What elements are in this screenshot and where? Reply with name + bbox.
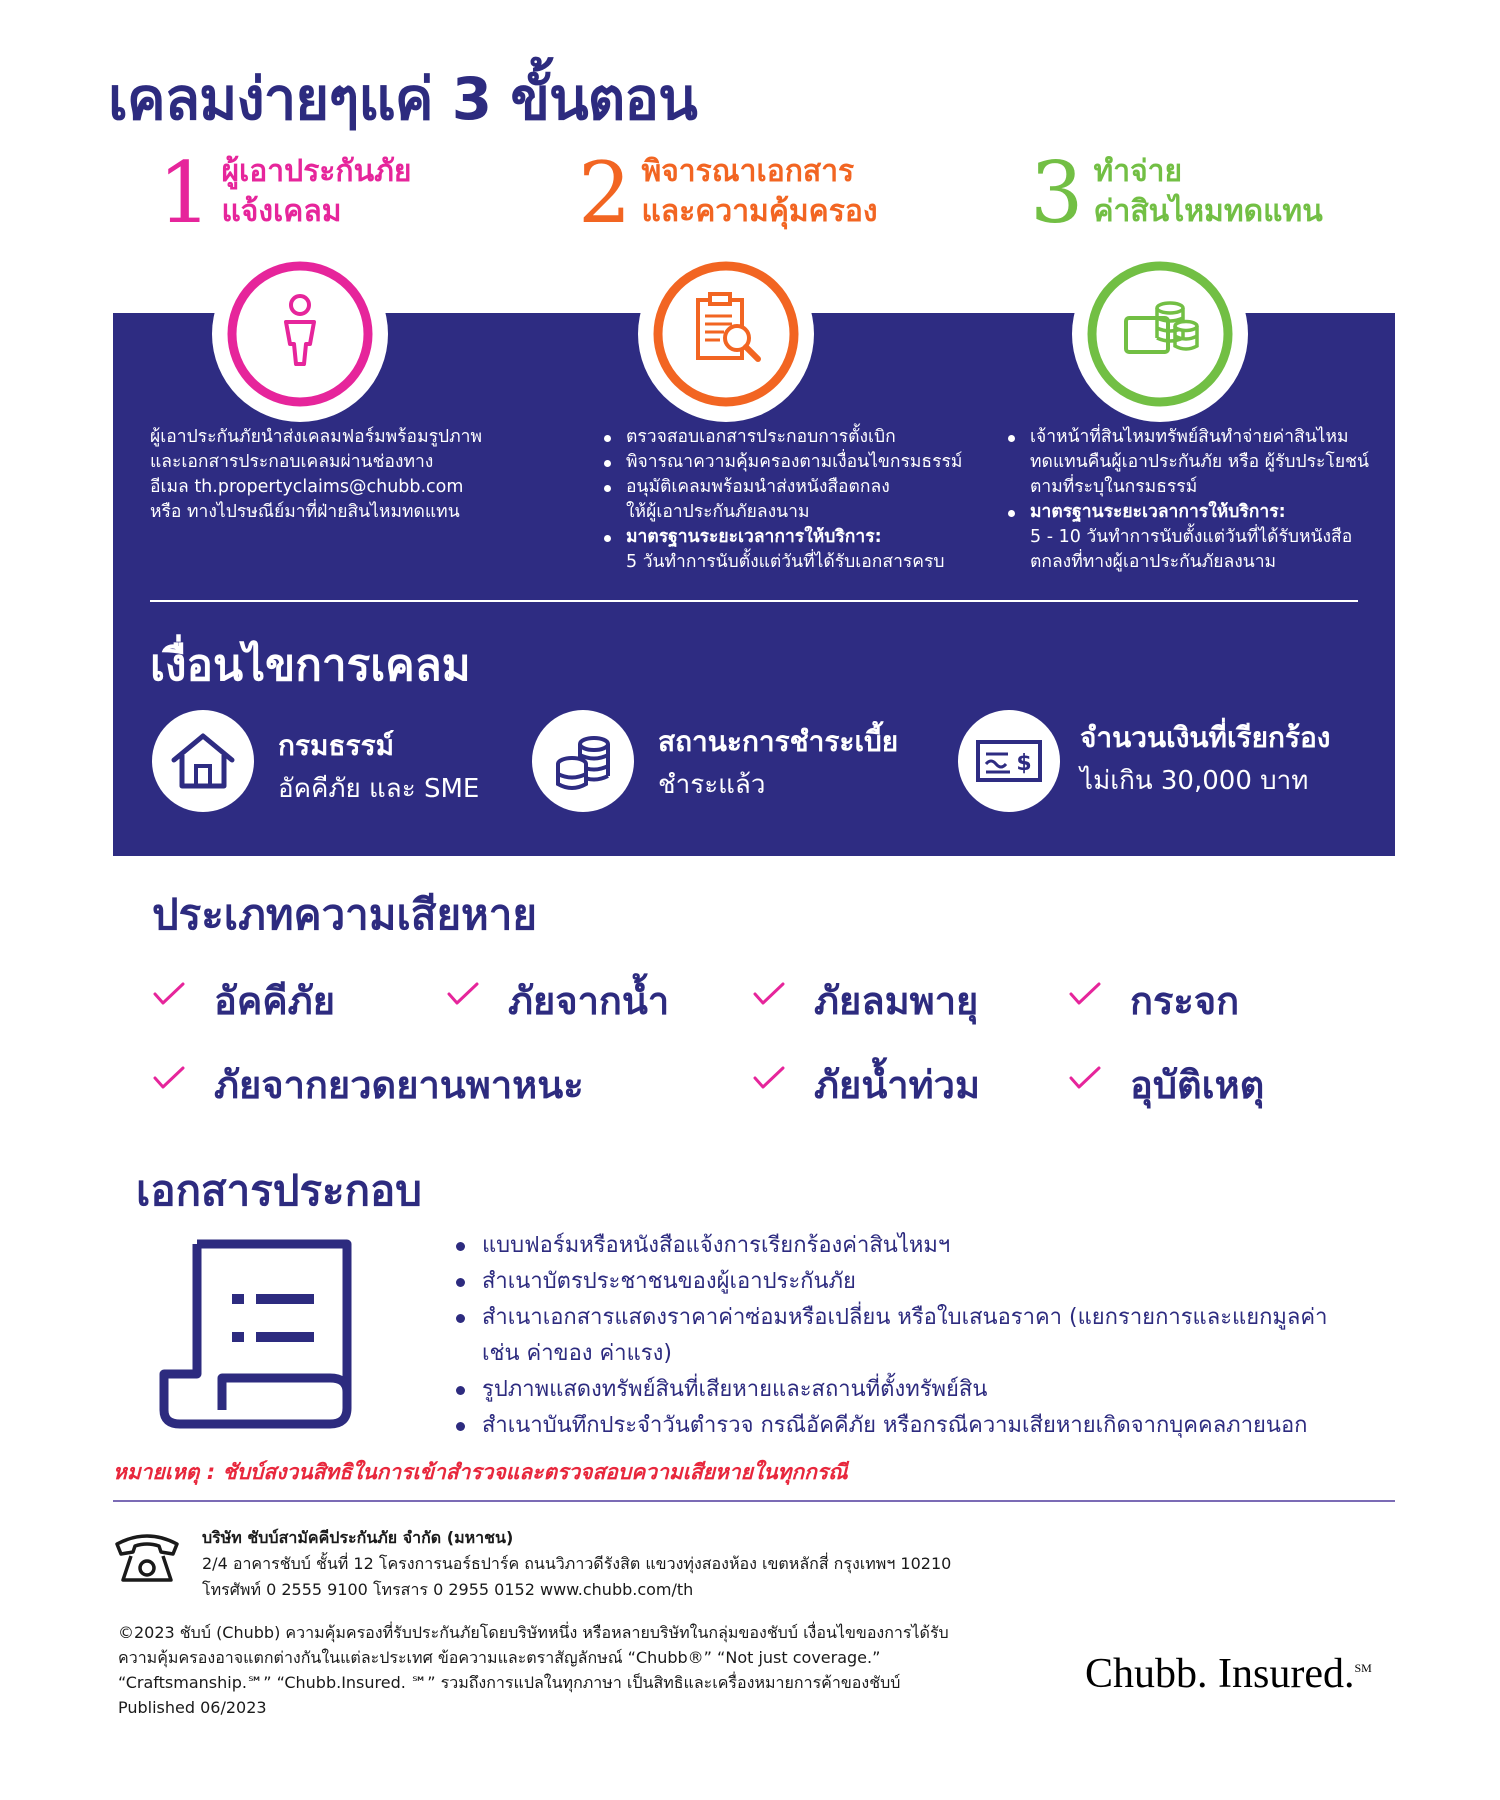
checkmark-icon — [446, 980, 480, 1010]
step-1-circle — [212, 246, 388, 422]
loss-type-item: ภัยจากน้ำ — [508, 979, 670, 1023]
step-3-standard-value: ตกลงที่ทางผู้เอาประกันภัยลงนาม — [1030, 552, 1277, 572]
condition-amount-icon-circle — [958, 710, 1060, 812]
step-3-title-line1: ทำจ่าย — [1093, 154, 1183, 189]
step-1-title-line2: แจ้งเคลม — [221, 194, 342, 229]
brand-service-mark: SM — [1354, 1661, 1372, 1675]
step-2-circle — [638, 246, 814, 422]
footer-divider — [113, 1500, 1395, 1502]
documents-list — [450, 1228, 1327, 1444]
step-1-description — [150, 425, 482, 525]
telephone-icon — [113, 1530, 181, 1586]
checkmark-icon — [152, 980, 186, 1010]
loss-type-item: ภัยลมพายุ — [814, 979, 979, 1023]
check-money-icon — [958, 710, 1060, 812]
loss-type-item: ภัยน้ำท่วม — [814, 1063, 981, 1107]
person-icon — [226, 260, 374, 408]
document-item: แบบฟอร์มหรือหนังสือแจ้งการเรียกร้องค่าสินไหมฯ — [450, 1228, 1327, 1264]
condition-payment-value: ชำระแล้ว — [658, 770, 766, 800]
page-title: เคลมง่ายๆแค่ 3 ขั้นตอน — [108, 65, 697, 133]
copyright-block — [118, 1620, 949, 1720]
step-3-standard-value: 5 - 10 วันทำการนับตั้งแต่วันที่ได้รับหนังสือ — [1030, 527, 1353, 547]
document-item: รูปภาพแสดงทรัพย์สินที่เสียหายและสถานที่ตั้งทรัพย์สิน — [450, 1372, 1327, 1408]
step-3-number: 3 — [1030, 144, 1084, 242]
step-2-bullet-cont: ให้ผู้เอาประกันภัยลงนาม — [626, 502, 810, 522]
document-item: สำเนาบันทึกประจำวันตำรวจ กรณีอัคคีภัย หรือกรณีความเสียหายเกิดจากบุคคลภายนอก — [450, 1408, 1327, 1444]
step-3-bullet-cont: ทดแทนคืนผู้เอาประกันภัย หรือ ผู้รับประโยชน์ — [1030, 452, 1369, 472]
step-3-standard-label: มาตรฐานระยะเวลาการให้บริการ: — [1006, 500, 1369, 525]
step-1-number: 1 — [158, 144, 212, 242]
checkmark-icon — [752, 980, 786, 1010]
chubb-brand-logo — [1085, 1650, 1372, 1698]
document-item: สำเนาเอกสารแสดงราคาค่าซ่อมหรือเปลี่ยน หรือใบเสนอราคา (แยกรายการและแยกมูลค่า — [450, 1300, 1327, 1336]
loss-type-item: อุบัติเหตุ — [1130, 1063, 1265, 1107]
documents-title: เอกสารประกอบ — [136, 1166, 422, 1215]
loss-type-item: ภัยจากยวดยานพาหนะ — [214, 1063, 584, 1107]
step-2-header — [578, 144, 878, 242]
company-name: บริษัท ชับบ์สามัคคีประกันภัย จำกัด (มหาชน) — [202, 1528, 514, 1547]
step-3-circle — [1072, 246, 1248, 422]
step-3-description — [1006, 425, 1369, 575]
step-3-title-line2: ค่าสินไหมทดแทน — [1093, 194, 1323, 229]
panel-divider — [150, 600, 1358, 602]
checkmark-icon — [1068, 1064, 1102, 1094]
condition-policy-icon-circle — [152, 710, 254, 812]
step-3-header — [1030, 144, 1323, 242]
step-1-desc-line: หรือ ทางไปรษณีย์มาที่ฝ่ายสินไหมทดแทน — [150, 502, 460, 522]
checkmark-icon — [752, 1064, 786, 1094]
loss-type-item: กระจก — [1130, 979, 1240, 1023]
conditions-title: เงื่อนไขการเคลม — [150, 640, 471, 691]
loss-types-title: ประเภทความเสียหาย — [152, 890, 537, 939]
checkmark-icon — [1068, 980, 1102, 1010]
step-2-bullet: พิจารณาความคุ้มครองตามเงื่อนไขกรมธรรม์ — [602, 450, 962, 475]
cash-coins-icon — [1086, 260, 1234, 408]
step-1-desc-line: ผู้เอาประกันภัยนำส่งเคลมฟอร์มพร้อมรูปภาพ — [150, 427, 483, 447]
copyright-line: ความคุ้มครองอาจแตกต่างกันในแต่ละประเทศ ข้อความและตราสัญลักษณ์ “Chubb®” “Not just coverage.” — [118, 1648, 881, 1667]
house-icon — [152, 710, 254, 812]
condition-policy-label: กรมธรรม์ — [278, 729, 395, 762]
loss-type-item: อัคคีภัย — [214, 979, 335, 1023]
condition-payment-icon-circle — [532, 710, 634, 812]
disclaimer-note: หมายเหตุ : ชับบ์สงวนสิทธิในการเข้าสำรวจและตรวจสอบความเสียหายในทุกกรณี — [113, 1460, 848, 1484]
document-item-cont: เช่น ค่าของ ค่าแรง) — [482, 1341, 672, 1366]
step-2-description — [602, 425, 962, 575]
svg-text:$: $ — [1016, 751, 1032, 776]
step-2-standard-value: 5 วันทำการนับตั้งแต่วันที่ได้รับเอกสารครบ — [626, 552, 945, 572]
document-item: สำเนาบัตรประชาชนของผู้เอาประกันภัย — [450, 1264, 1327, 1300]
step-2-standard-label: มาตรฐานระยะเวลาการให้บริการ: — [602, 525, 962, 550]
document-list-icon — [152, 1232, 362, 1432]
checkmark-icon — [152, 1064, 186, 1094]
company-address: 2/4 อาคารชับบ์ ชั้นที่ 12 โครงการนอร์ธปาร์ค ถนนวิภาวดีรังสิต แขวงทุ่งสองห้อง เขตหลักสี่ กรุงเทพฯ 10210 — [202, 1554, 952, 1573]
company-phone: โทรศัพท์ 0 2555 9100 โทรสาร 0 2955 0152 www.chubb.com/th — [202, 1580, 694, 1599]
step-2-title-line1: พิจารณาเอกสาร — [641, 154, 855, 189]
brand-text: Chubb. Insured. — [1085, 1651, 1355, 1697]
copyright-line: “Craftsmanship.℠” “Chubb.Insured. ℠” รวมถึงการแปลในทุกภาษา เป็นสิทธิและเครื่องหมายการค้าของชับบ์ — [118, 1673, 901, 1692]
copyright-line: ©2023 ชับบ์ (Chubb) ความคุ้มครองที่รับประกันภัยโดยบริษัทหนึ่ง หรือหลายบริษัทในกลุ่มของชับบ์ เงื่อนไขของการได้รับ — [118, 1623, 949, 1642]
step-2-bullet: อนุมัติเคลมพร้อมนำส่งหนังสือตกลง — [602, 475, 962, 500]
step-1-header — [158, 144, 412, 242]
condition-payment-label: สถานะการชำระเบี้ย — [658, 725, 899, 758]
document-search-icon — [652, 260, 800, 408]
condition-amount-label: จำนวนเงินที่เรียกร้อง — [1080, 721, 1331, 754]
step-3-bullet: เจ้าหน้าที่สินไหมทรัพย์สินทำจ่ายค่าสินไหม — [1006, 425, 1369, 450]
coins-icon — [532, 710, 634, 812]
published-date: Published 06/2023 — [118, 1698, 267, 1717]
step-1-desc-line: และเอกสารประกอบเคลมผ่านช่องทาง — [150, 452, 434, 472]
step-1-desc-email: อีเมล th.propertyclaims@chubb.com — [150, 477, 464, 497]
condition-policy-value: อัคคีภัย และ SME — [278, 774, 480, 804]
condition-amount-value: ไม่เกิน 30,000 บาท — [1080, 766, 1309, 796]
step-2-title-line2: และความคุ้มครอง — [641, 194, 878, 229]
step-2-bullet: ตรวจสอบเอกสารประกอบการตั้งเบิก — [602, 425, 962, 450]
step-1-title-line1: ผู้เอาประกันภัย — [221, 154, 412, 189]
step-2-number: 2 — [578, 144, 632, 242]
step-3-bullet-cont: ตามที่ระบุในกรมธรรม์ — [1030, 477, 1198, 497]
